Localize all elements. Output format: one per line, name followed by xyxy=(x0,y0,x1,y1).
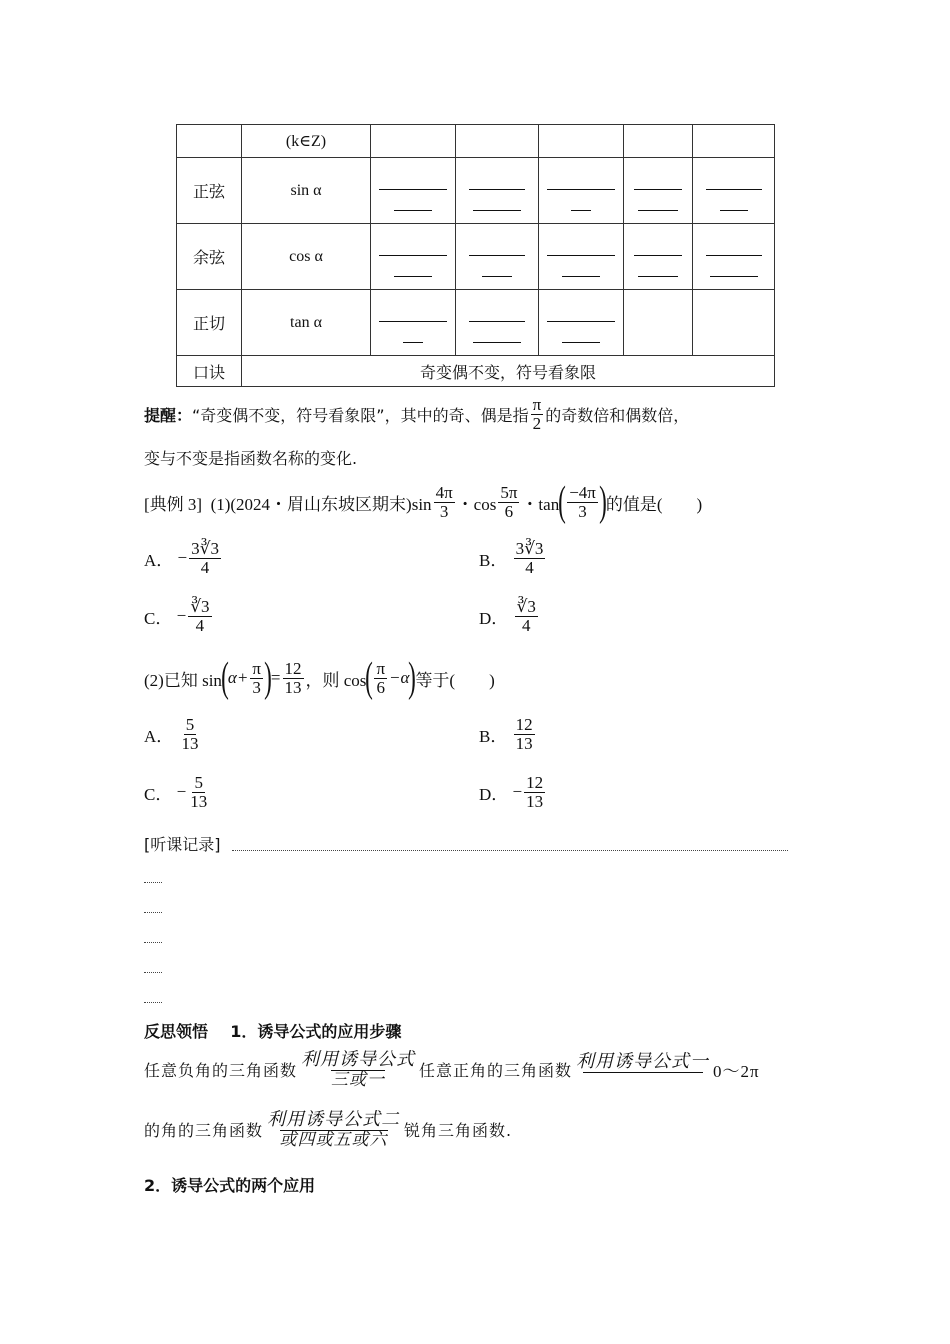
q2-then: ，则 cos xyxy=(305,670,367,690)
q1-option-b[interactable]: B． $\frac{3∛3}{4}$ xyxy=(479,539,544,577)
q2-frac-3: $\frac{\pi}{6}$ xyxy=(376,658,386,697)
table-cell xyxy=(177,125,242,158)
row-label-tangent: 正切 xyxy=(177,290,242,356)
row-func-cos: cos α xyxy=(242,224,371,290)
row-label-sine: 正弦 xyxy=(177,158,242,224)
blank-cell xyxy=(624,158,693,224)
q2-alpha-plus: α+ xyxy=(227,668,249,687)
table-cell xyxy=(456,125,539,158)
q2-equals: = xyxy=(270,668,281,687)
reminder-label: 提醒： xyxy=(144,405,193,425)
example-question-1 xyxy=(144,481,702,523)
pi-over-2: $\frac{\pi}{2}$ xyxy=(532,395,542,433)
induction-formula-table xyxy=(176,124,775,387)
reminder-text-1: “奇变偶不变，符号看象限”，其中的奇、偶是指 xyxy=(192,405,529,425)
steps-line-1 xyxy=(144,1050,760,1089)
blank-cell xyxy=(539,290,624,356)
q2-suffix: 等于( ) xyxy=(415,670,495,690)
notes-dotted-line[interactable] xyxy=(144,942,162,943)
q1-option-a[interactable]: A． − $\frac{3∛3}{4}$ xyxy=(144,539,219,577)
reminder-text-3: 变与不变是指函数名称的变化. xyxy=(144,449,358,468)
arrow-formula-3-or-1: 利用诱导公式 三或一 xyxy=(301,1049,416,1090)
notes-line xyxy=(144,832,221,855)
table-cell xyxy=(539,125,624,158)
left-paren: ( xyxy=(558,479,567,525)
mnemonic-text: 奇变偶不变，符号看象限 xyxy=(242,356,775,387)
notes-dotted-line[interactable] xyxy=(144,912,162,913)
step-text: 的角的三角函数 xyxy=(144,1121,264,1141)
example-label: [典例 3] xyxy=(144,494,203,514)
reflection-heading xyxy=(144,1019,401,1042)
table-cell xyxy=(624,125,693,158)
q2-frac-1: $\frac{\pi}{3}$ xyxy=(252,658,261,697)
reflection-title-2: 2．诱导公式的两个应用 xyxy=(144,1176,316,1195)
blank-cell xyxy=(693,158,775,224)
table-cell xyxy=(693,290,775,356)
left-paren: ( xyxy=(365,655,374,701)
blank-cell xyxy=(539,224,624,290)
q1-tan: ・tan xyxy=(521,494,560,514)
right-paren: ) xyxy=(264,655,272,701)
reflection-label: 反思领悟 xyxy=(144,1022,209,1041)
q1-frac-3: $\frac{-4\pi}{3}$ xyxy=(569,482,596,521)
q2-prefix: (2)已知 sin xyxy=(144,670,222,690)
reminder-text-2: 的奇数倍和偶数倍， xyxy=(545,405,690,425)
row-func-tan: tan α xyxy=(242,290,371,356)
arrow-formula-1: 利用诱导公式一 xyxy=(576,1052,709,1087)
blank-cell xyxy=(624,224,693,290)
row-func-sin: sin α xyxy=(242,158,371,224)
q1-frac-1: $\frac{4\pi}{3}$ xyxy=(435,482,453,521)
notes-label: [听课记录] xyxy=(144,835,221,854)
q1-cos: ・cos xyxy=(456,494,497,514)
blank-cell xyxy=(539,158,624,224)
table-cell xyxy=(624,290,693,356)
step-text: 锐角三角函数. xyxy=(404,1121,513,1141)
q1-option-c[interactable]: C． − $\frac{∛3}{4}$ xyxy=(144,597,210,635)
row-label-cosine: 余弦 xyxy=(177,224,242,290)
q2-minus-alpha: −α xyxy=(389,668,410,687)
blank-cell xyxy=(456,158,539,224)
table-cell xyxy=(693,125,775,158)
reminder-line xyxy=(144,396,689,433)
q2-frac-2: $\frac{12}{13}$ xyxy=(284,658,302,697)
blank-cell xyxy=(371,290,456,356)
blank-cell xyxy=(456,224,539,290)
table-header-k: (k∈Z) xyxy=(242,125,371,158)
q2-option-d[interactable]: D． − $\frac{12}{13}$ xyxy=(479,773,544,811)
right-paren: ) xyxy=(408,655,417,701)
right-paren: ) xyxy=(599,479,607,525)
example-question-2 xyxy=(144,657,495,699)
q1-frac-2: $\frac{5\pi}{6}$ xyxy=(500,482,518,521)
table-cell xyxy=(371,125,456,158)
blank-cell xyxy=(371,158,456,224)
left-paren: ( xyxy=(221,655,229,701)
step-text: 任意负角的三角函数 xyxy=(144,1061,298,1081)
blank-cell xyxy=(693,224,775,290)
notes-dotted-line[interactable] xyxy=(144,882,162,883)
range-text: 0～2π xyxy=(713,1062,760,1082)
blank-cell xyxy=(456,290,539,356)
q2-option-b[interactable]: B． $\frac{12}{13}$ xyxy=(479,715,533,753)
notes-dotted-line[interactable] xyxy=(144,972,162,973)
q2-option-a[interactable]: A． $\frac{5}{13}$ xyxy=(144,715,199,753)
blank-cell xyxy=(371,224,456,290)
q1-suffix: 的值是( ) xyxy=(605,494,703,514)
step-text: 任意正角的三角函数 xyxy=(419,1061,573,1081)
q1-prefix: (1)(2024・眉山东坡区期末)sin xyxy=(210,494,432,514)
q1-option-d[interactable]: D． $\frac{∛3}{4}$ xyxy=(479,597,536,635)
reflection-title-1: 1．诱导公式的应用步骤 xyxy=(230,1022,402,1041)
notes-dotted-line[interactable] xyxy=(144,1002,162,1003)
q2-option-c[interactable]: C． − $\frac{5}{13}$ xyxy=(144,773,208,811)
notes-line-dotted xyxy=(232,850,788,851)
arrow-formula-2-4-5-6: 利用诱导公式二 或四或五或六 xyxy=(267,1109,401,1150)
mnemonic-label: 口诀 xyxy=(177,356,242,387)
steps-line-2 xyxy=(144,1110,512,1149)
